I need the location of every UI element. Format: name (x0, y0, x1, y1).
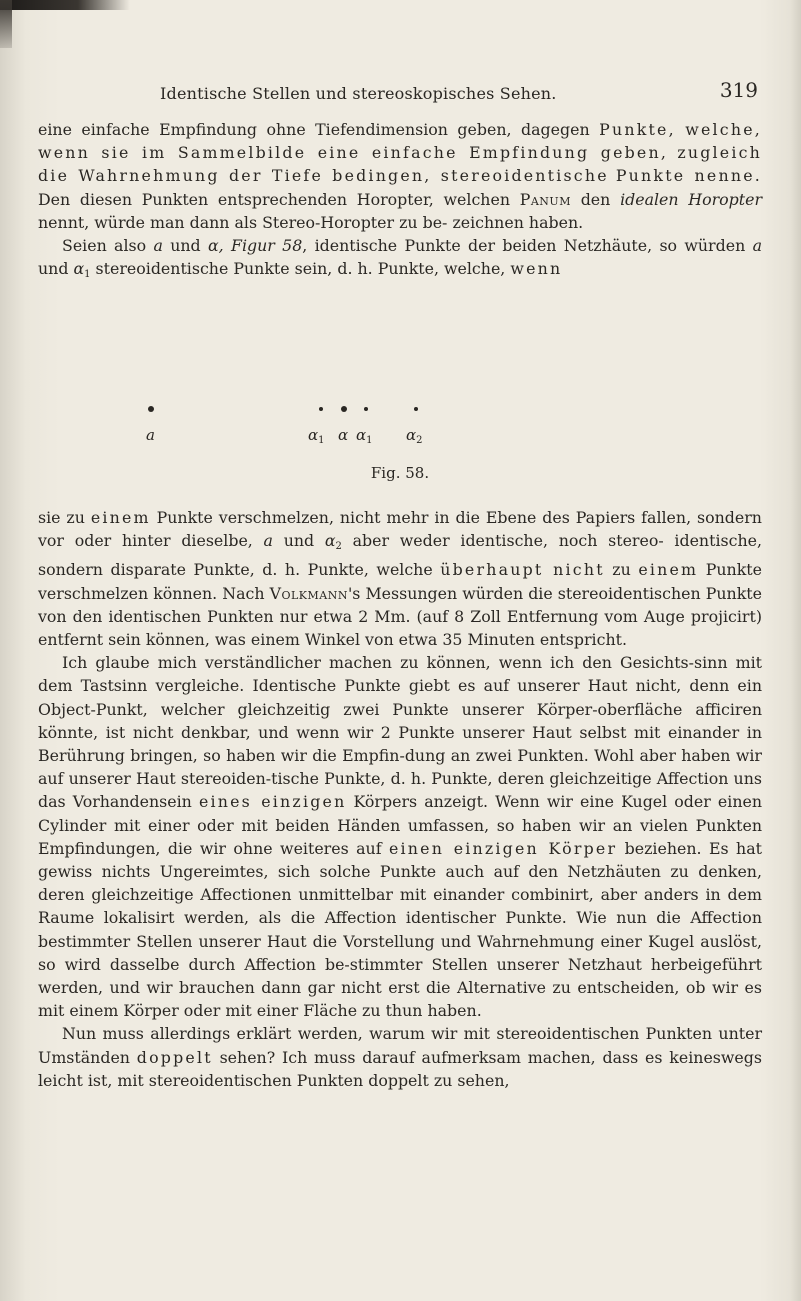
label-alpha: α (338, 426, 349, 444)
page-header (160, 78, 760, 106)
paragraph-1: eine einfache Empfindung ohne Tiefendimension geben, dagegen Punkte, welche, wenn sie im Sammelbilde eine einfache Empfindung geben, zugleich die Wahrnehmung der Tiefe bedingen, stereoidentische Punkte nenne. Den diesen Punkten entsprechenden Horopter, welchen Panum den idealen Horopter nennt, würde man dann als Stereo-Horopter zu be- zeichnen haben. (38, 120, 762, 232)
page-number: 319 (719, 78, 758, 102)
point-alpha1-right-dot (364, 407, 368, 411)
point-alpha1-left-dot (319, 407, 323, 411)
text-block-top (38, 118, 762, 286)
paragraph-5: Nun muss allerdings erklärt werden, warum wir mit stereoidentischen Punkten unter Umständen doppelt sehen? Ich muss darauf aufmerksam machen, dass es keineswegs leicht ist, mit stereoidentischen Punkten doppelt zu sehen, (38, 1024, 762, 1090)
paragraph-4: Ich glaube mich verständlicher machen zu können, wenn ich den Gesichts-sinn mit dem Tastsinn vergleiche. Identische Punkte giebt es auf unserer Haut nicht, denn ein Object-Punkt, welcher gleichzeitig zwei Punkte unserer Körper-oberfläche afficiren könnte, ist nicht denkbar, und wenn wir 2 Punkte unserer Haut selbst mit einander in Berührung bringen, so haben wir die Empfin-dung an zwei Punkten. Wohl aber haben wir auf unserer Haut stereoiden-tische Punkte, d. h. Punkte, deren gleichzeitige Affection uns das Vorhandensein eines einzigen Körpers anzeigt. Wenn wir eine Kugel oder einen Cylinder mit einer oder mit beiden Händen umfassen, so haben wir an vielen Punkten Empfindungen, die wir ohne weiteres auf einen einzigen Körper beziehen. Es hat gewiss nichts Ungereimtes, sich solche Punkte auch auf den Netzhäuten zu denken, deren gleichzeitige Affectionen unmittelbar mit einander combinirt, aber anders in dem Raume lokalisirt werden, als die Affection identischer Punkte. Wie nun die Affection bestimmter Stellen unserer Haut die Vorstellung und Wahrnehmung einer Kugel auslöst, so wird dasselbe durch Affection be-stimmter Stellen unserer Netzhaut herbeigeführt werden, und wir brauchen dann gar nicht erst die Alternative zu entscheiden, ob wir es mit einem Körper oder mit einer Fläche zu thun haben. (38, 653, 763, 1021)
paragraph-3: sie zu einem Punkte verschmelzen, nicht mehr in die Ebene des Papiers fallen, sondern vor oder hinter dieselbe, a und $\alpha_2$ aber weder identische, noch stereo- identische, sondern disparate Punkte, d. h. Punkte, welche überhaupt nicht zu einem Punkte verschmelzen können. Nach Volkmann's Messungen würden die stereoidentischen Punkte von den identischen Punkten nur etwa 2 Mm. (auf 8 Zoll Entfernung vom Auge projicirt) entfernt sein können, was einem Winkel von etwa 35 Minuten entspricht. (38, 508, 763, 650)
label-alpha2: $\alpha_2$ (406, 426, 423, 446)
figure-58 (38, 404, 762, 500)
point-alpha2-dot (414, 407, 418, 411)
label-alpha1-left: $\alpha_1$ (308, 426, 325, 446)
scan-shadow (0, 0, 130, 10)
running-head: Identische Stellen und stereoskopisches Sehen. (160, 84, 557, 103)
paragraph-2: Seien also a und α, Figur 58, identische Punkte der beiden Netzhäute, so würden a und $\alpha_1$ stereoidentische Punkte sein, d. h. Punkte, welche, wenn (38, 236, 762, 281)
scan-shadow-side (0, 0, 12, 48)
figure-caption: Fig. 58. (370, 464, 430, 482)
point-alpha-dot (341, 406, 347, 412)
text-block-bottom (38, 506, 762, 1092)
label-alpha1-right: $\alpha_1$ (356, 426, 373, 446)
label-a: a (146, 426, 155, 444)
point-a-dot (148, 406, 154, 412)
